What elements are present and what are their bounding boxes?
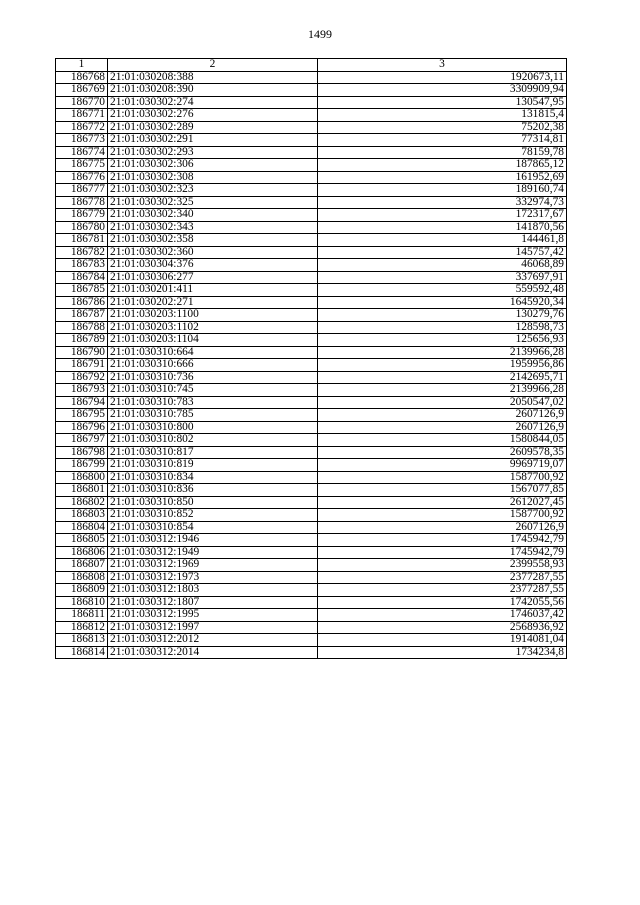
table-row (56, 471, 567, 484)
row-number-cell: 186801 (56, 484, 108, 497)
cadastral-number-cell: 21:01:030310:817 (108, 446, 318, 459)
table-row (56, 596, 567, 609)
table-row (56, 459, 567, 472)
table-row (56, 96, 567, 109)
cadastral-number-cell: 21:01:030310:834 (108, 471, 318, 484)
table-row (56, 159, 567, 172)
cadastral-number-cell: 21:01:030312:2014 (108, 646, 318, 659)
row-number-cell: 186797 (56, 434, 108, 447)
cadastral-number-cell: 21:01:030310:736 (108, 371, 318, 384)
cadastral-value-cell: 2607126,9 (318, 521, 567, 534)
cadastral-number-cell: 21:01:030310:802 (108, 434, 318, 447)
cadastral-number-cell: 21:01:030203:1102 (108, 321, 318, 334)
cadastral-value-cell: 1742055,56 (318, 596, 567, 609)
cadastral-number-cell: 21:01:030302:360 (108, 246, 318, 259)
cadastral-value-cell: 172317,67 (318, 209, 567, 222)
cadastral-number-cell: 21:01:030302:308 (108, 171, 318, 184)
cadastral-number-cell: 21:01:030302:289 (108, 121, 318, 134)
row-number-cell: 186770 (56, 96, 108, 109)
row-number-cell: 186804 (56, 521, 108, 534)
cadastral-value-cell: 77314,81 (318, 134, 567, 147)
cadastral-value-cell: 2568936,92 (318, 621, 567, 634)
cadastral-number-cell: 21:01:030302:306 (108, 159, 318, 172)
table-row (56, 196, 567, 209)
cadastral-value-cell: 2142695,71 (318, 371, 567, 384)
cadastral-value-cell: 1567077,85 (318, 484, 567, 497)
cadastral-number-cell: 21:01:030302:291 (108, 134, 318, 147)
cadastral-value-cell: 189160,74 (318, 184, 567, 197)
cadastral-value-cell: 75202,38 (318, 121, 567, 134)
table-row (56, 84, 567, 97)
cadastral-number-cell: 21:01:030312:1997 (108, 621, 318, 634)
cadastral-number-cell: 21:01:030208:390 (108, 84, 318, 97)
cadastral-number-cell: 21:01:030310:745 (108, 384, 318, 397)
row-number-cell: 186768 (56, 71, 108, 84)
row-number-cell: 186795 (56, 409, 108, 422)
cadastral-number-cell: 21:01:030310:785 (108, 409, 318, 422)
table-row (56, 171, 567, 184)
table-row (56, 184, 567, 197)
cadastral-value-cell: 1587700,92 (318, 509, 567, 522)
column-header-1: 1 (56, 59, 108, 72)
cadastral-number-cell: 21:01:030302:325 (108, 196, 318, 209)
table-row (56, 484, 567, 497)
cadastral-number-cell: 21:01:030310:783 (108, 396, 318, 409)
row-number-cell: 186780 (56, 221, 108, 234)
cadastral-value-cell: 2050547,02 (318, 396, 567, 409)
cadastral-number-cell: 21:01:030312:1995 (108, 609, 318, 622)
table-row (56, 371, 567, 384)
column-header-2: 2 (108, 59, 318, 72)
row-number-cell: 186769 (56, 84, 108, 97)
cadastral-value-cell: 144461,8 (318, 234, 567, 247)
cadastral-value-cell: 1734234,8 (318, 646, 567, 659)
cadastral-value-cell: 1587700,92 (318, 471, 567, 484)
cadastral-value-cell: 2377287,55 (318, 584, 567, 597)
table-header (56, 59, 567, 72)
cadastral-number-cell: 21:01:030310:852 (108, 509, 318, 522)
cadastral-value-cell: 131815,4 (318, 109, 567, 122)
cadastral-value-cell: 2607126,9 (318, 421, 567, 434)
row-number-cell: 186811 (56, 609, 108, 622)
cadastral-number-cell: 21:01:030208:388 (108, 71, 318, 84)
cadastral-value-cell: 1580844,05 (318, 434, 567, 447)
table-row (56, 146, 567, 159)
cadastral-number-cell: 21:01:030312:2012 (108, 634, 318, 647)
table-row (56, 534, 567, 547)
cadastral-value-cell: 128598,73 (318, 321, 567, 334)
row-number-cell: 186776 (56, 171, 108, 184)
cadastral-number-cell: 21:01:030302:274 (108, 96, 318, 109)
cadastral-number-cell: 21:01:030310:836 (108, 484, 318, 497)
cadastral-value-cell: 559592,48 (318, 284, 567, 297)
row-number-cell: 186793 (56, 384, 108, 397)
cadastral-value-cell: 145757,42 (318, 246, 567, 259)
page-number: 1499 (308, 27, 332, 41)
row-number-cell: 186798 (56, 446, 108, 459)
cadastral-value-cell: 187865,12 (318, 159, 567, 172)
table-row (56, 621, 567, 634)
table-row (56, 384, 567, 397)
row-number-cell: 186782 (56, 246, 108, 259)
cadastral-number-cell: 21:01:030310:819 (108, 459, 318, 472)
table-row (56, 634, 567, 647)
table-row (56, 521, 567, 534)
row-number-cell: 186789 (56, 334, 108, 347)
table-row (56, 434, 567, 447)
cadastral-number-cell: 21:01:030201:411 (108, 284, 318, 297)
table-body (56, 71, 567, 659)
cadastral-number-cell: 21:01:030310:666 (108, 359, 318, 372)
table-row (56, 284, 567, 297)
table-row (56, 409, 567, 422)
cadastral-number-cell: 21:01:030306:277 (108, 271, 318, 284)
table-row (56, 584, 567, 597)
row-number-cell: 186794 (56, 396, 108, 409)
cadastral-value-cell: 125656,93 (318, 334, 567, 347)
table-row (56, 646, 567, 659)
table-row (56, 559, 567, 572)
row-number-cell: 186784 (56, 271, 108, 284)
table-row (56, 296, 567, 309)
table-row (56, 221, 567, 234)
row-number-cell: 186805 (56, 534, 108, 547)
cadastral-value-cell: 46068,89 (318, 259, 567, 272)
table-row (56, 309, 567, 322)
row-number-cell: 186777 (56, 184, 108, 197)
column-header-3: 3 (318, 59, 567, 72)
row-number-cell: 186806 (56, 546, 108, 559)
cadastral-number-cell: 21:01:030310:800 (108, 421, 318, 434)
cadastral-number-cell: 21:01:030302:340 (108, 209, 318, 222)
cadastral-number-cell: 21:01:030310:664 (108, 346, 318, 359)
table-row (56, 396, 567, 409)
cadastral-value-cell: 1745942,79 (318, 534, 567, 547)
cadastral-number-cell: 21:01:030203:1100 (108, 309, 318, 322)
row-number-cell: 186772 (56, 121, 108, 134)
cadastral-number-cell: 21:01:030302:343 (108, 221, 318, 234)
row-number-cell: 186783 (56, 259, 108, 272)
row-number-cell: 186778 (56, 196, 108, 209)
table-row (56, 421, 567, 434)
row-number-cell: 186773 (56, 134, 108, 147)
table-row (56, 259, 567, 272)
cadastral-number-cell: 21:01:030312:1946 (108, 534, 318, 547)
cadastral-value-cell: 2399558,93 (318, 559, 567, 572)
table-row (56, 109, 567, 122)
cadastral-value-cell: 1745942,79 (318, 546, 567, 559)
cadastral-number-cell: 21:01:030312:1969 (108, 559, 318, 572)
row-number-cell: 186803 (56, 509, 108, 522)
cadastral-value-cell: 3309909,94 (318, 84, 567, 97)
row-number-cell: 186814 (56, 646, 108, 659)
table-row (56, 509, 567, 522)
table-row (56, 496, 567, 509)
table-row (56, 134, 567, 147)
table-row (56, 346, 567, 359)
header-row (56, 59, 567, 72)
row-number-cell: 186786 (56, 296, 108, 309)
cadastral-value-table (55, 58, 567, 659)
row-number-cell: 186791 (56, 359, 108, 372)
cadastral-value-cell: 1645920,34 (318, 296, 567, 309)
cadastral-value-cell: 2609578,35 (318, 446, 567, 459)
cadastral-number-cell: 21:01:030310:850 (108, 496, 318, 509)
row-number-cell: 186809 (56, 584, 108, 597)
row-number-cell: 186796 (56, 421, 108, 434)
cadastral-number-cell: 21:01:030304:376 (108, 259, 318, 272)
table-row (56, 321, 567, 334)
row-number-cell: 186799 (56, 459, 108, 472)
cadastral-number-cell: 21:01:030302:293 (108, 146, 318, 159)
table-row (56, 609, 567, 622)
cadastral-number-cell: 21:01:030302:276 (108, 109, 318, 122)
cadastral-value-cell: 2612027,45 (318, 496, 567, 509)
table-row (56, 246, 567, 259)
row-number-cell: 186781 (56, 234, 108, 247)
cadastral-number-cell: 21:01:030312:1973 (108, 571, 318, 584)
row-number-cell: 186775 (56, 159, 108, 172)
cadastral-value-cell: 1959956,86 (318, 359, 567, 372)
table-row (56, 546, 567, 559)
table-row (56, 571, 567, 584)
cadastral-number-cell: 21:01:030203:1104 (108, 334, 318, 347)
table-row (56, 271, 567, 284)
row-number-cell: 186779 (56, 209, 108, 222)
row-number-cell: 186790 (56, 346, 108, 359)
cadastral-value-cell: 332974,73 (318, 196, 567, 209)
cadastral-number-cell: 21:01:030312:1949 (108, 546, 318, 559)
table-row (56, 71, 567, 84)
cadastral-value-cell: 2139966,28 (318, 346, 567, 359)
row-number-cell: 186785 (56, 284, 108, 297)
cadastral-value-cell: 9969719,07 (318, 459, 567, 472)
row-number-cell: 186788 (56, 321, 108, 334)
cadastral-value-cell: 2139966,28 (318, 384, 567, 397)
cadastral-number-cell: 21:01:030302:323 (108, 184, 318, 197)
row-number-cell: 186813 (56, 634, 108, 647)
cadastral-value-cell: 2607126,9 (318, 409, 567, 422)
row-number-cell: 186812 (56, 621, 108, 634)
cadastral-value-cell: 1914081,04 (318, 634, 567, 647)
cadastral-value-cell: 130279,76 (318, 309, 567, 322)
cadastral-value-cell: 130547,95 (318, 96, 567, 109)
table-row (56, 209, 567, 222)
row-number-cell: 186787 (56, 309, 108, 322)
cadastral-value-cell: 78159,78 (318, 146, 567, 159)
table-row (56, 359, 567, 372)
table-row (56, 446, 567, 459)
row-number-cell: 186800 (56, 471, 108, 484)
row-number-cell: 186807 (56, 559, 108, 572)
row-number-cell: 186810 (56, 596, 108, 609)
table-row (56, 234, 567, 247)
table-row (56, 121, 567, 134)
row-number-cell: 186774 (56, 146, 108, 159)
cadastral-value-cell: 161952,69 (318, 171, 567, 184)
row-number-cell: 186802 (56, 496, 108, 509)
cadastral-value-cell: 2377287,55 (318, 571, 567, 584)
row-number-cell: 186771 (56, 109, 108, 122)
cadastral-number-cell: 21:01:030310:854 (108, 521, 318, 534)
cadastral-number-cell: 21:01:030302:358 (108, 234, 318, 247)
cadastral-value-cell: 1746037,42 (318, 609, 567, 622)
row-number-cell: 186808 (56, 571, 108, 584)
cadastral-value-cell: 1920673,11 (318, 71, 567, 84)
cadastral-number-cell: 21:01:030312:1807 (108, 596, 318, 609)
cadastral-value-cell: 337697,91 (318, 271, 567, 284)
cadastral-number-cell: 21:01:030202:271 (108, 296, 318, 309)
table-row (56, 334, 567, 347)
row-number-cell: 186792 (56, 371, 108, 384)
cadastral-value-cell: 141870,56 (318, 221, 567, 234)
cadastral-number-cell: 21:01:030312:1803 (108, 584, 318, 597)
